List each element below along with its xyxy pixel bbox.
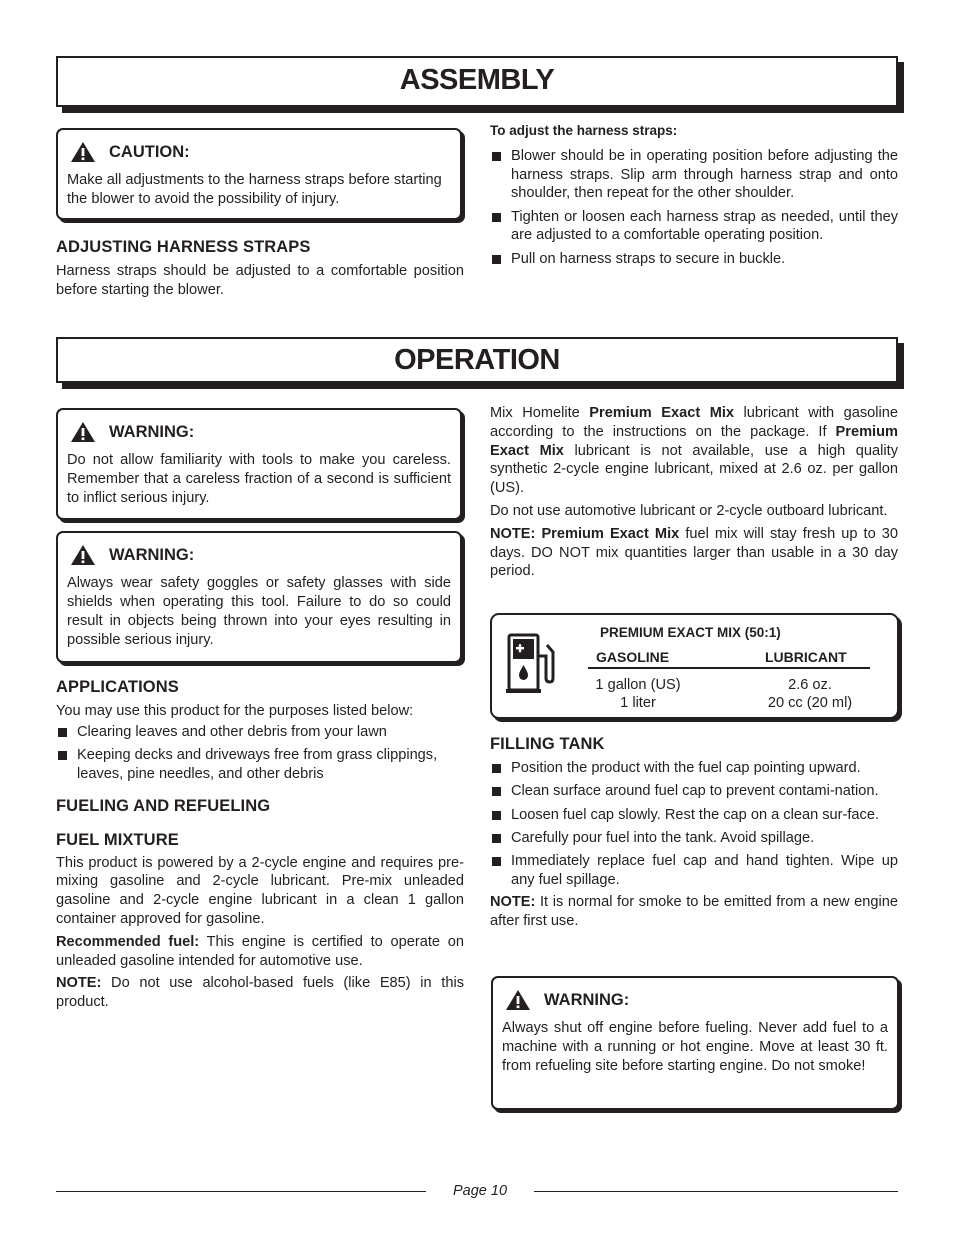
col-header-gasoline: GASOLINE	[596, 649, 670, 665]
list-item: Carefully pour fuel into the tank. Avoid spillage.	[490, 829, 898, 848]
filling-heading: FILLING TANK	[490, 735, 605, 753]
assembly-title: ASSEMBLY	[399, 64, 555, 96]
product-name: Premium Exact Mix	[490, 423, 898, 459]
operation-banner	[56, 337, 898, 383]
list-item: Blower should be in operating position before adjusting the harness straps. Slip arm through harness strap and onto shoulder, then repeat for the other shoulder.	[490, 147, 898, 203]
fuel-pump-icon	[506, 632, 556, 694]
list-item: Tighten or loosen each harness strap as needed, until they are adjusted to a comfortable operating position.	[490, 208, 898, 246]
freshness-note	[490, 525, 898, 581]
table-header-rule	[588, 667, 870, 669]
harness-text: Harness straps should be adjusted to a comfortable position before starting the blower.	[56, 263, 464, 298]
mix-text: lubricant with gasoline according to the instructions on the package. If	[490, 405, 899, 440]
fuel-mixture-heading: FUEL MIXTURE	[56, 830, 179, 849]
product-name: Premium Exact Mix	[589, 405, 735, 421]
warning-box-3	[491, 976, 899, 1110]
warning-triangle-icon	[70, 544, 96, 566]
warning-triangle-icon	[70, 421, 96, 443]
smoke-note	[490, 893, 898, 931]
adjust-steps	[490, 147, 898, 269]
harness-heading: ADJUSTING HARNESS STRAPS	[56, 238, 311, 256]
harness-section	[56, 237, 464, 300]
list-item: Immediately replace fuel cap and hand tighten. Wipe up any fuel spillage.	[490, 852, 898, 890]
warning-triangle-icon	[70, 141, 96, 163]
warning-box-2	[56, 531, 462, 663]
applications-list	[56, 723, 464, 784]
footer-rule-right	[534, 1191, 898, 1192]
footer-rule-left	[56, 1191, 426, 1192]
warning-text: Do not allow familiarity with tools to make you careless. Remember that a careless fraction of a second is sufficient to inflict serious injury.	[67, 452, 451, 506]
lubricant-cell: 20 cc (20 ml)	[767, 695, 853, 711]
fuel-mix-table	[490, 613, 899, 719]
list-item: Loosen fuel cap slowly. Rest the cap on a clean sur-face.	[490, 806, 898, 825]
note-text: fuel mix will stay fresh up to 30 days. DO NOT mix quantities larger than usable in a 30 day period.	[490, 525, 898, 580]
applications-section	[56, 677, 464, 1012]
filling-section	[490, 734, 898, 931]
filling-steps	[490, 759, 898, 890]
warning-text: Always shut off engine before fueling. Never add fuel to a machine with a running or hot engine. Move at least 30 ft. from refueling site before starting engine. Do not smoke!	[502, 1020, 888, 1074]
adjust-label: To adjust the harness straps:	[490, 123, 678, 138]
list-item: Position the product with the fuel cap pointing upward.	[490, 759, 898, 778]
warning-text: Always wear safety goggles or safety glasses with side shields when operating this tool. Failure to do so could result in objects being thrown into your eyes resulting in possible serious injury.	[67, 575, 451, 648]
mix-table-title: PREMIUM EXACT MIX (50:1)	[600, 625, 781, 640]
lubricant-cell: 2.6 oz.	[788, 677, 832, 693]
applications-intro: You may use this product for the purposes listed below:	[56, 703, 414, 719]
list-item: Keeping decks and driveways free from grass clippings, leaves, pine needles, and other debris	[56, 746, 464, 784]
warning-title: WARNING:	[109, 545, 195, 564]
note-label: NOTE: Premium Exact Mix	[490, 525, 680, 542]
mix-text: lubricant is not available, use a high quality synthetic 2-cycle engine lubricant, mixed at 2.6 oz. per gallon (US).	[490, 442, 898, 497]
recommended-fuel	[56, 933, 464, 971]
warning-title: WARNING:	[544, 990, 630, 1009]
gasoline-cell: 1 liter	[620, 695, 656, 711]
list-item: Clearing leaves and other debris from your lawn	[56, 723, 464, 742]
mix-paragraph	[490, 404, 898, 498]
fuel-mixture-text: This product is powered by a 2-cycle engine and requires pre-mixing gasoline and 2-cycle lubricant. Pre-mix unleaded gasoline and 2-cycle engine lubricant in a clean 1 gallon container approved for gasoline.	[56, 854, 464, 928]
col-header-lubricant: LUBRICANT	[765, 649, 847, 665]
caution-title: CAUTION:	[109, 142, 190, 161]
fueling-heading: FUELING AND REFUELING	[56, 796, 271, 815]
operation-title: OPERATION	[394, 344, 560, 376]
warning-triangle-icon	[505, 989, 531, 1011]
page-number: Page 10	[452, 1183, 508, 1199]
gasoline-cell: 1 gallon (US)	[595, 677, 681, 693]
adjust-section	[490, 122, 898, 273]
list-item: Pull on harness straps to secure in buckle.	[490, 250, 898, 269]
warning-title: WARNING:	[109, 422, 195, 441]
note-text: It is normal for smoke to be emitted from a new engine after first use.	[490, 894, 898, 930]
mix-text: Mix Homelite	[490, 405, 590, 421]
caution-text: Make all adjustments to the harness straps before starting the blower to avoid the possibility of injury.	[67, 172, 442, 207]
note-label: NOTE:	[490, 894, 536, 911]
alcohol-note	[56, 974, 464, 1012]
list-item: Clean surface around fuel cap to prevent contami-nation.	[490, 782, 898, 801]
applications-heading: APPLICATIONS	[56, 678, 179, 696]
lubricant-warning: Do not use automotive lubricant or 2-cycle outboard lubricant.	[490, 502, 888, 519]
mix-section	[490, 404, 898, 581]
caution-box	[56, 128, 462, 220]
note-label: NOTE:	[56, 975, 102, 992]
recommended-label: Recommended fuel:	[56, 933, 200, 950]
assembly-banner	[56, 56, 898, 107]
warning-box-1	[56, 408, 462, 520]
recommended-text: This engine is certified to operate on unleaded gasoline intended for automotive use.	[56, 933, 464, 969]
note-text: Do not use alcohol-based fuels (like E85) in this product.	[56, 975, 464, 1011]
